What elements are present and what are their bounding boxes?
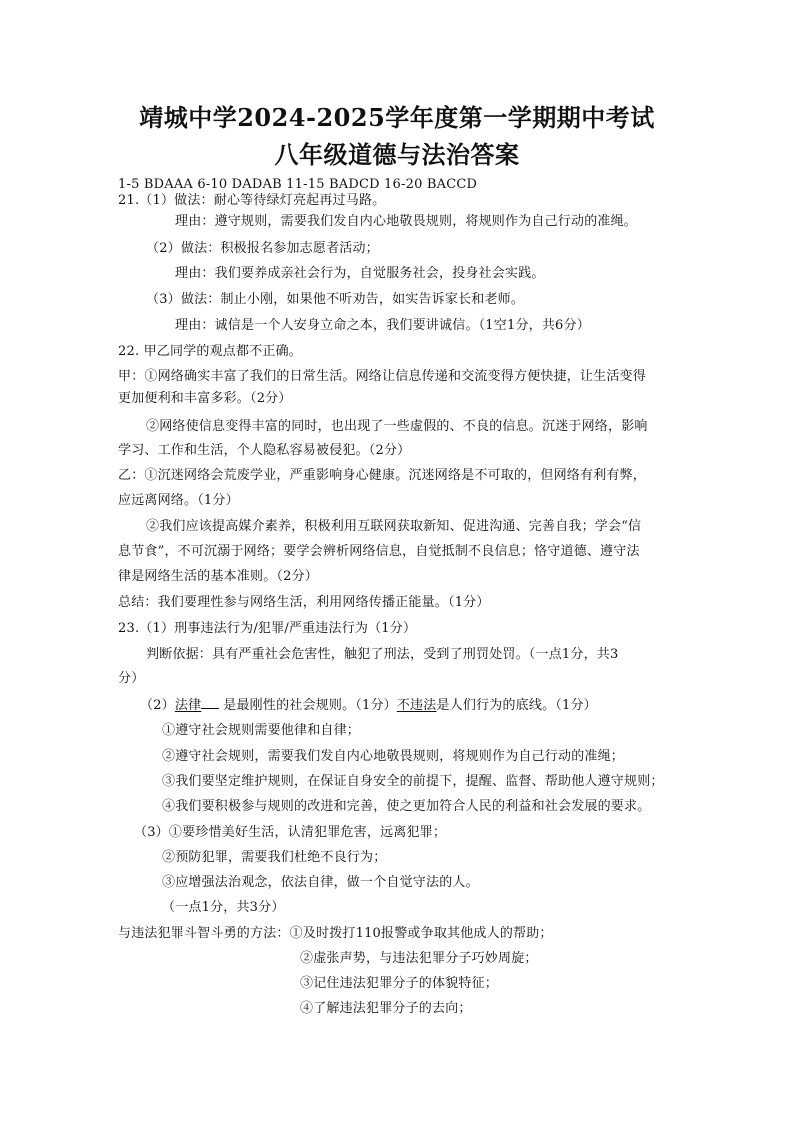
q23-part2-fill xyxy=(140,696,597,715)
q23-part1-basis: 判断依据：具有严重社会危害性，触犯了刑法，受到了刑罚处罚。（一点1分，共3 xyxy=(146,647,619,662)
q21-part2-method: （2）做法：积极报名参加志愿者活动； xyxy=(146,241,379,256)
q22-yi-2-cont2: 律是网络生活的基本准则。（2分） xyxy=(118,569,318,584)
q22-jia-1-cont: 更加便利和丰富多彩。（2分） xyxy=(118,391,292,406)
q23-part2-point3: ③我们要坚定维护规则，在保证自身安全的前提下，提醒、监督、帮助他人遵守规则； xyxy=(162,774,664,789)
q21-part1-reason: 理由：遵守规则，需要我们发自内心地敬畏规则，将规则作为自己行动的准绳。 xyxy=(175,214,638,229)
q23-part2-number: （2） xyxy=(140,698,175,713)
q22-jia-2: ②网络使信息变得丰富的同时，也出现了一些虚假的、不良的信息。沉迷于网络，影响 xyxy=(146,419,648,434)
answer-title: 八年级道德与法治答案 xyxy=(274,140,520,169)
q23-blank-1-text: 是最刚性的社会规则。（1分） xyxy=(223,698,397,713)
q22-yi-1-cont: 应远离网络。（1分） xyxy=(118,493,239,508)
q22-summary: 总结：我们要理性参与网络生活，利用网络传播正能量。（1分） xyxy=(118,595,490,610)
q23-part2-point1: ①遵守社会规则需要他律和自律； xyxy=(162,723,361,738)
crime-method-4: ④了解违法犯罪分子的去向； xyxy=(300,1001,472,1016)
crime-method-2: ②虚张声势，与违法犯罪分子巧妙周旋； xyxy=(300,951,538,966)
q22-yi-2: ②我们应该提高媒介素养，积极利用互联网获取新知、促进沟通、完善自我；学会“信 xyxy=(146,519,642,534)
q21-part3-method: （3）做法：制止小刚，如果他不听劝告，如实告诉家长和老师。 xyxy=(146,292,525,307)
q23-part1-basis-cont: 分） xyxy=(118,671,145,686)
q23-blank-1-answer: 法律 xyxy=(174,698,202,713)
q23-part1: 23.（1）刑事违法行为/犯罪/严重违法行为（1分） xyxy=(118,621,417,636)
q22-yi-1: 乙：①沉迷网络会荒废学业，严重影响身心健康。沉迷网络是不可取的，但网络有利有弊， xyxy=(118,468,647,483)
q23-part3-point1: （3）①要珍惜美好生活，认清犯罪危害，远离犯罪； xyxy=(134,825,447,840)
q22-jia-2-cont: 学习、工作和生活，个人隐私容易被侵犯。（2分） xyxy=(118,443,411,458)
crime-method-3: ③记住违法犯罪分子的体貌特征； xyxy=(300,976,499,991)
q23-part2-point4: ④我们要积极参与规则的改进和完善，使之更加符合人民的利益和社会发展的要求。 xyxy=(162,799,651,814)
q23-part2-point2: ②遵守社会规则，需要我们发自内心地敬畏规则，将规则作为自己行动的准绳； xyxy=(162,749,625,764)
multiple-choice-answers: 1-5 BDAAA 6-10 DADAB 11-15 BADCD 16-20 BACCD xyxy=(118,177,478,192)
q21-part3-reason: 理由：诚信是一个人安身立命之本，我们要讲诚信。（1空1分，共6分） xyxy=(175,318,590,333)
q23-part3-score: （一点1分，共3分） xyxy=(162,900,285,915)
q23-blank-2-answer: 不违法 xyxy=(396,698,437,713)
q23-part3-point3: ③应增强法治观念，依法自律，做一个自觉守法的人。 xyxy=(162,875,479,890)
q22-conclusion: 22. 甲乙同学的观点都不正确。 xyxy=(118,344,303,359)
exam-title: 靖城中学2024-2025学年度第一学期期中考试 xyxy=(139,103,655,132)
q23-blank-1-underline xyxy=(201,696,219,709)
q21-part1-method: 21.（1）做法：耐心等待绿灯亮起再过马路。 xyxy=(118,193,386,208)
q21-part2-reason: 理由：我们要养成亲社会行为，自觉服务社会，投身社会实践。 xyxy=(175,266,545,281)
q22-jia-1: 甲：①网络确实丰富了我们的日常生活。网络让信息传递和交流变得方便快捷，让生活变得 xyxy=(118,369,647,384)
q23-blank-2-text: 是人们行为的底线。（1分） xyxy=(436,698,597,713)
q23-part3-point2: ②预防犯罪，需要我们杜绝不良行为； xyxy=(162,850,387,865)
crime-methods-intro: 与违法犯罪斗智斗勇的方法：①及时拨打110报警或争取其他成人的帮助； xyxy=(118,926,553,941)
q22-yi-2-cont1: 息节食”，不可沉溺于网络；要学会辨析网络信息，自觉抵制不良信息；恪守道德、遵守法 xyxy=(118,544,640,559)
